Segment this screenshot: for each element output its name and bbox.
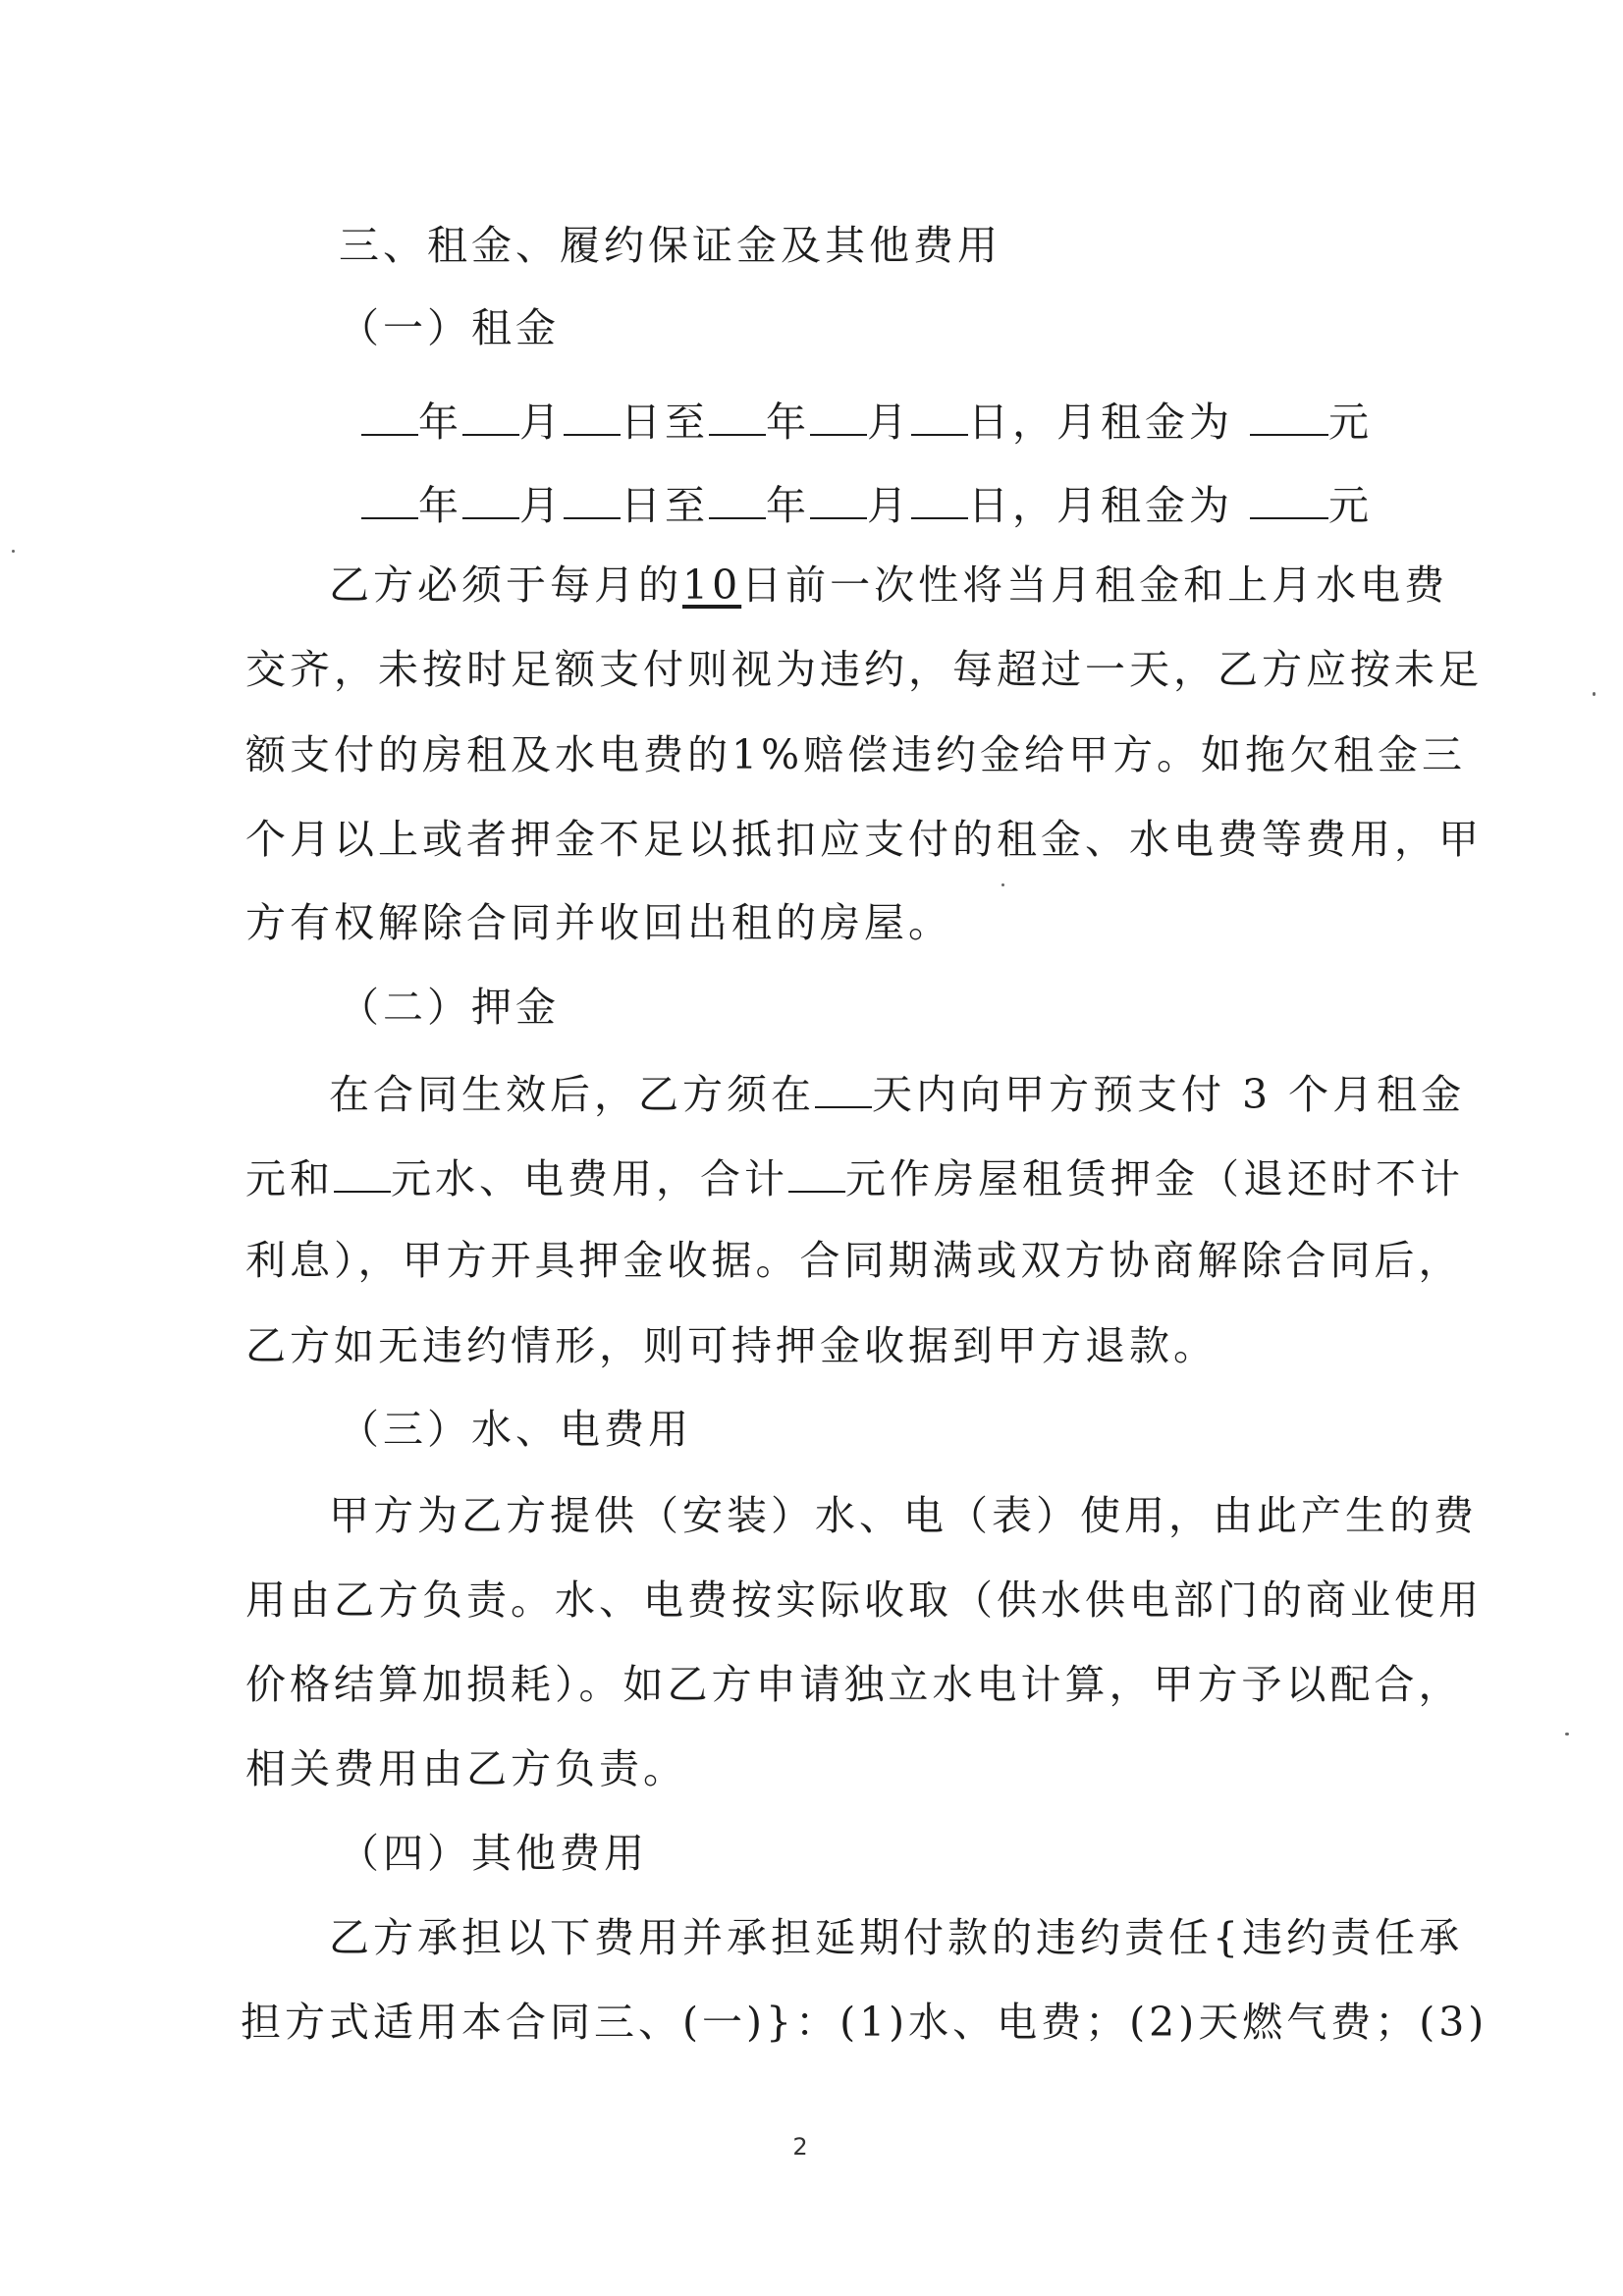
utilities-line: 价格结算加损耗）。如乙方申请独立水电计算，甲方予以配合， bbox=[245, 1661, 1463, 1708]
rent-period-row-2: 年 月 日至 年 月 日，月租金为 元 bbox=[361, 478, 1373, 531]
blank-field bbox=[810, 478, 867, 519]
deposit-line: 利息），甲方开具押金收据。合同期满或双方协商解除合同后， bbox=[245, 1237, 1463, 1284]
deposit-heading: （二）押金 bbox=[339, 984, 560, 1031]
blank-field bbox=[334, 1151, 391, 1193]
blank-field bbox=[361, 478, 418, 519]
blank-field bbox=[709, 478, 766, 519]
blank-field bbox=[911, 395, 968, 436]
blank-field bbox=[361, 395, 418, 436]
rent-period-row-1: 年 月 日至 年 月 日，月租金为 元 bbox=[361, 395, 1373, 448]
rent-paragraph-line: 方有权解除合同并收回出租的房屋。 bbox=[245, 899, 952, 946]
rent-paragraph-line: 交齐，未按时足额支付则视为违约，每超过一天，乙方应按未足 bbox=[245, 646, 1483, 693]
scan-speck bbox=[1001, 883, 1004, 886]
scan-speck bbox=[1565, 1733, 1569, 1735]
blank-field bbox=[1250, 395, 1328, 436]
page-number: 2 bbox=[792, 2133, 808, 2161]
utilities-line: 甲方为乙方提供（安装）水、电（表）使用，由此产生的费 bbox=[329, 1492, 1478, 1539]
deposit-line-1: 在合同生效后，乙方须在 天内向甲方预支付 3 个月租金 bbox=[329, 1067, 1465, 1120]
utilities-line: 用由乙方负责。水、电费按实际收取（供水供电部门的商业使用 bbox=[245, 1576, 1483, 1624]
rent-paragraph-line: 额支付的房租及水电费的1%赔偿违约金给甲方。如拖欠租金三 bbox=[245, 731, 1467, 778]
payment-day: 10 bbox=[682, 561, 742, 609]
blank-field bbox=[564, 395, 621, 436]
blank-field bbox=[810, 395, 867, 436]
blank-field bbox=[1250, 478, 1328, 519]
blank-field bbox=[815, 1067, 872, 1108]
deposit-line-2: 元和 元水、电费用，合计 元作房屋租赁押金（退还时不计 bbox=[245, 1151, 1464, 1204]
scan-speck bbox=[12, 550, 15, 553]
utilities-heading: （三）水、电费用 bbox=[339, 1406, 692, 1453]
blank-field bbox=[788, 1151, 845, 1193]
rent-paragraph-line-1: 乙方必须于每月的10日前一次性将当月租金和上月水电费 bbox=[329, 561, 1449, 609]
rent-paragraph-line: 个月以上或者押金不足以抵扣应支付的租金、水电费等费用，甲 bbox=[245, 816, 1483, 863]
scan-speck bbox=[1593, 692, 1596, 696]
utilities-line: 相关费用由乙方负责。 bbox=[245, 1745, 687, 1792]
other-fees-line: 担方式适用本合同三、(一)}：(1)水、电费；(2)天燃气费；(3) bbox=[241, 1999, 1488, 2046]
blank-field bbox=[462, 478, 519, 519]
other-fees-heading: （四）其他费用 bbox=[339, 1830, 648, 1877]
deposit-line: 乙方如无违约情形，则可持押金收据到甲方退款。 bbox=[245, 1322, 1217, 1369]
rent-heading: （一）租金 bbox=[339, 304, 560, 351]
section-title: 三、租金、履约保证金及其他费用 bbox=[339, 222, 1001, 269]
blank-field bbox=[911, 478, 968, 519]
blank-field bbox=[462, 395, 519, 436]
blank-field bbox=[564, 478, 621, 519]
other-fees-line: 乙方承担以下费用并承担延期付款的违约责任{违约责任承 bbox=[329, 1914, 1464, 1961]
blank-field bbox=[709, 395, 766, 436]
